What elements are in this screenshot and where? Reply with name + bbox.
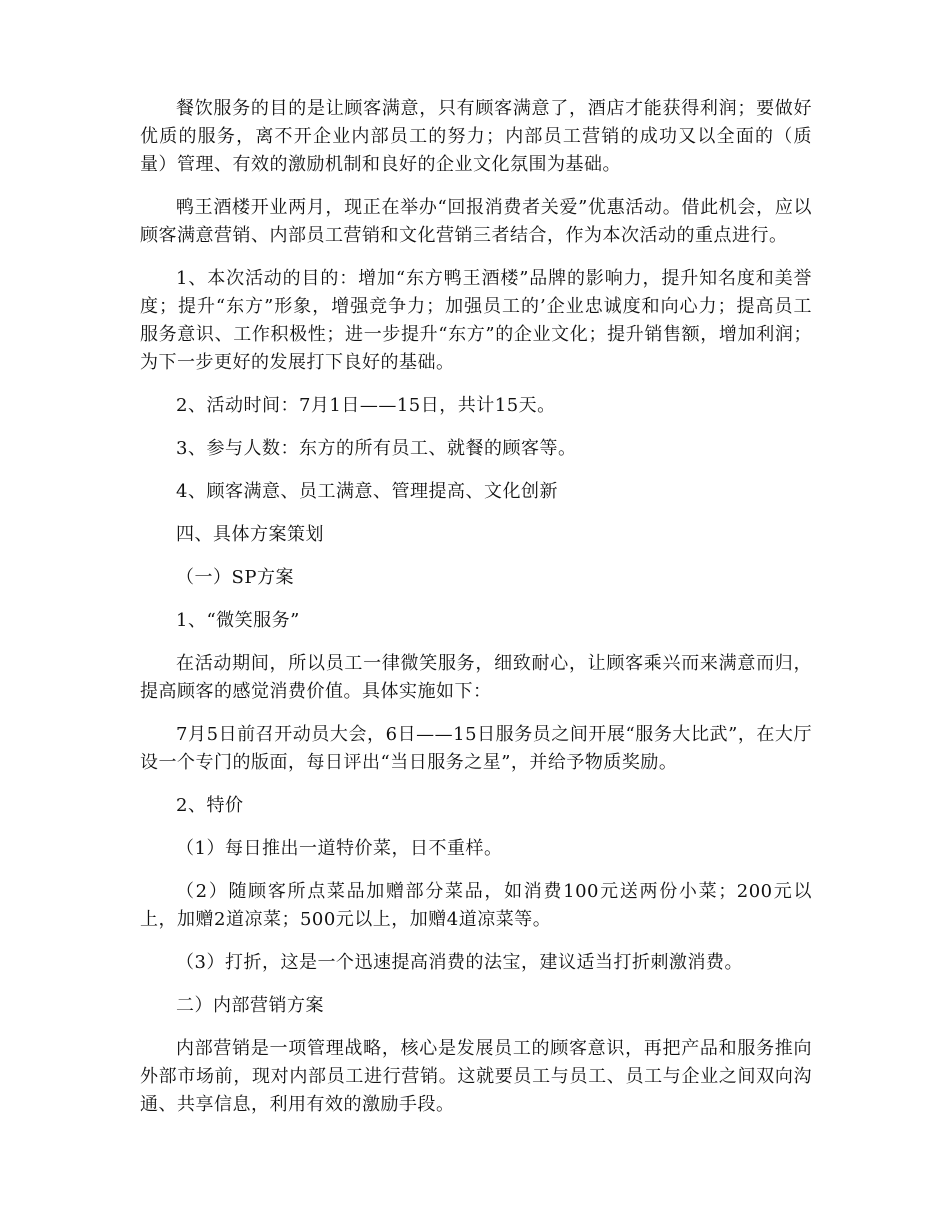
paragraph-time: 2、活动时间：7月1日——15日，共计15天。: [176, 395, 556, 416]
paragraph-purpose: 1、本次活动的目的：增加“东方鸭王酒楼”品牌的影响力，提升知名度和美誉度；提升“东方”形象，增强竞争力；加强员工的’企业忠诚度和向心力；提高员工服务意识、工作积极性；进一步提升“东方”的企业文化；提升销售额，增加利润；为下一步更好的发展打下良好的基础。: [140, 268, 812, 373]
list-item-discount: （3）打折，这是一个迅速提高消费的法宝，建议适当打折刺激消费。: [176, 952, 743, 973]
list-item-daily-special: （1）每日推出一道特价菜，日不重样。: [176, 838, 503, 859]
subsection-heading-internal-marketing: 二）内部营销方案: [176, 995, 324, 1016]
paragraph-smile-service: 在活动期间，所以员工一律微笑服务，细致耐心，让顾客乘兴而来满意而归，提高顾客的感觉消费价值。具体实施如下：: [140, 653, 812, 702]
paragraph-intro: 餐饮服务的目的是让顾客满意，只有顾客满意了，酒店才能获得利润；要做好优质的服务，离不开企业内部员工的努力；内部员工营销的成功又以全面的（质量）管理、有效的激励机制和良好的企业文化氛围为基础。: [140, 98, 812, 175]
section-heading-plan: 四、具体方案策划: [176, 524, 324, 545]
list-item-free-dishes: （2）随顾客所点菜品加赠部分菜品，如消费100元送两份小菜；200元以上，加赠2道凉菜；500元以上，加赠4道凉菜等。: [140, 881, 812, 930]
paragraph-goals: 4、顾客满意、员工满意、管理提高、文化创新: [176, 481, 558, 502]
item-heading-smile-service: 1、“微笑服务”: [176, 610, 300, 631]
item-heading-special-price: 2、特价: [176, 795, 244, 816]
paragraph-background: 鸭王酒楼开业两月，现正在举办“回报消费者关爱”优惠活动。借此机会，应以顾客满意营销、内部员工营销和文化营销三者结合，作为本次活动的重点进行。: [140, 197, 812, 246]
subsection-heading-sp: （一）SP方案: [176, 567, 294, 588]
paragraph-internal-marketing: 内部营销是一项管理战略，核心是发展员工的顾客意识，再把产品和服务推向外部市场前，现对内部员工进行营销。这就要员工与员工、员工与企业之间双向沟通、共享信息，利用有效的激励手段。: [140, 1038, 812, 1115]
paragraph-competition: 7月5日前召开动员大会，6日——15日服务员之间开展“服务大比武”，在大厅设一个专门的版面，每日评出“当日服务之星”，并给予物质奖励。: [140, 724, 812, 773]
paragraph-participants: 3、参与人数：东方的所有员工、就餐的顾客等。: [176, 438, 577, 459]
